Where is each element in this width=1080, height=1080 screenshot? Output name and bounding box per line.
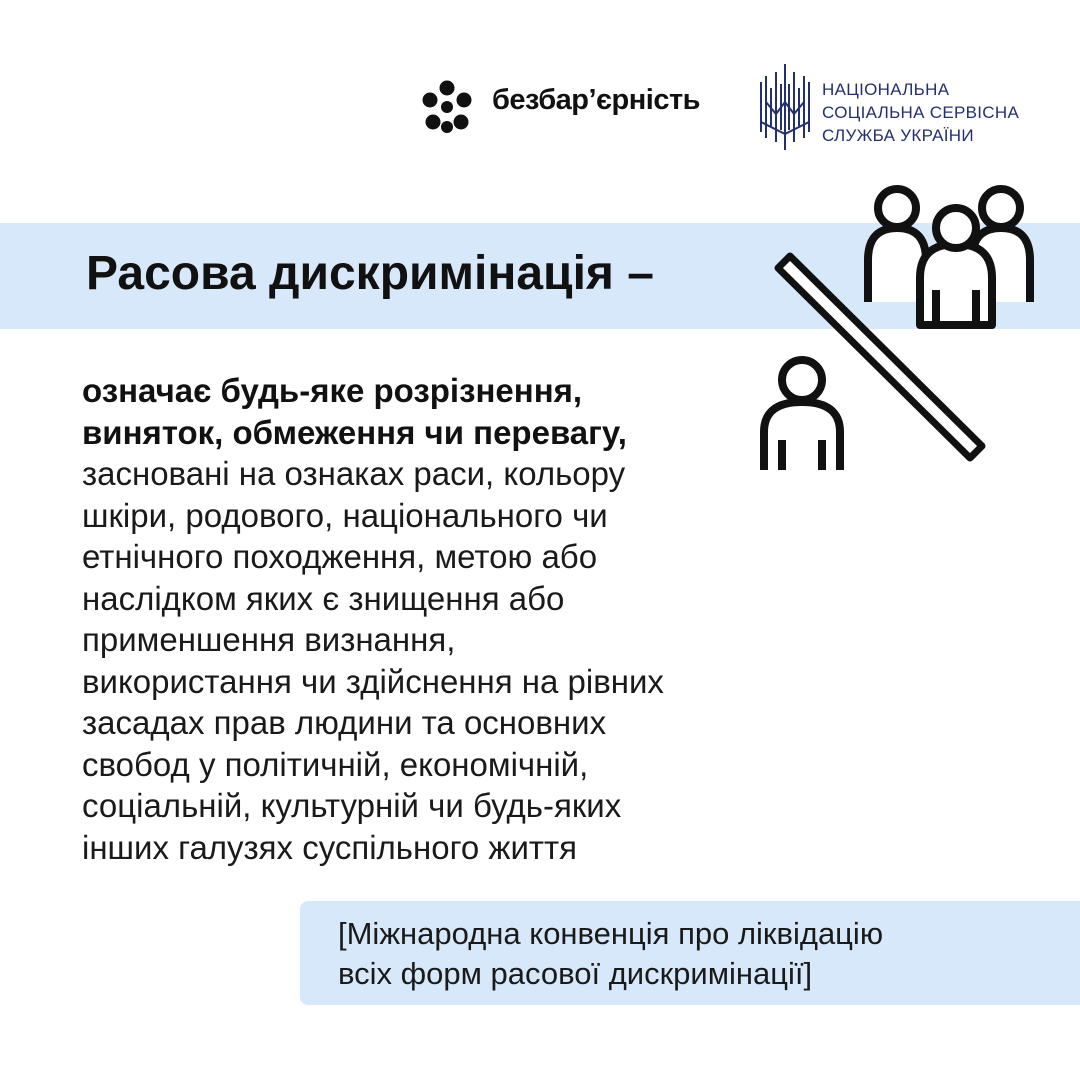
brand-name: безбар’єрність <box>492 84 701 116</box>
definition-line: соціальній, культурній чи будь-яких <box>82 787 622 824</box>
nssu-line-1: НАЦІОНАЛЬНА <box>822 80 950 99</box>
nssu-emblem-icon <box>757 62 813 152</box>
bezbarernist-logo-icon <box>420 80 474 134</box>
crowd-icon <box>868 189 1030 325</box>
source-line-2: всіх форм расової дискримінації] <box>338 956 813 991</box>
definition-text <box>82 370 822 868</box>
nssu-line-2: СОЦІАЛЬНА СЕРВІСНА <box>822 103 1020 122</box>
definition-line: засадах прав людини та основних <box>82 704 607 741</box>
source-line-1: [Міжнародна конвенція про ліквідацію <box>338 916 884 951</box>
definition-line: шкіри, родового, національного чи <box>82 496 608 534</box>
definition-bold-line-2: виняток, обмеження чи перевагу, <box>82 413 627 451</box>
definition-line: применшення визнання, <box>82 621 456 658</box>
definition-line: інших галузях суспільного життя <box>82 828 578 866</box>
definition-bold-line-1: означає будь-яке розрізнення, <box>82 372 583 409</box>
definition-line: наслідком яких є знищення або <box>82 579 565 617</box>
definition-line: свобод у політичній, економічній, <box>82 745 589 783</box>
nssu-line-3: СЛУЖБА УКРАЇНИ <box>822 126 974 145</box>
source-citation <box>338 914 1038 994</box>
definition-line: засновані на ознаках раси, кольору <box>82 455 626 492</box>
definition-line: етнічного походження, метою або <box>82 538 598 575</box>
nssu-name <box>822 78 1019 147</box>
page-title: Расова дискримінація – <box>86 247 654 300</box>
definition-line: використання чи здійснення на рівних <box>82 662 664 700</box>
